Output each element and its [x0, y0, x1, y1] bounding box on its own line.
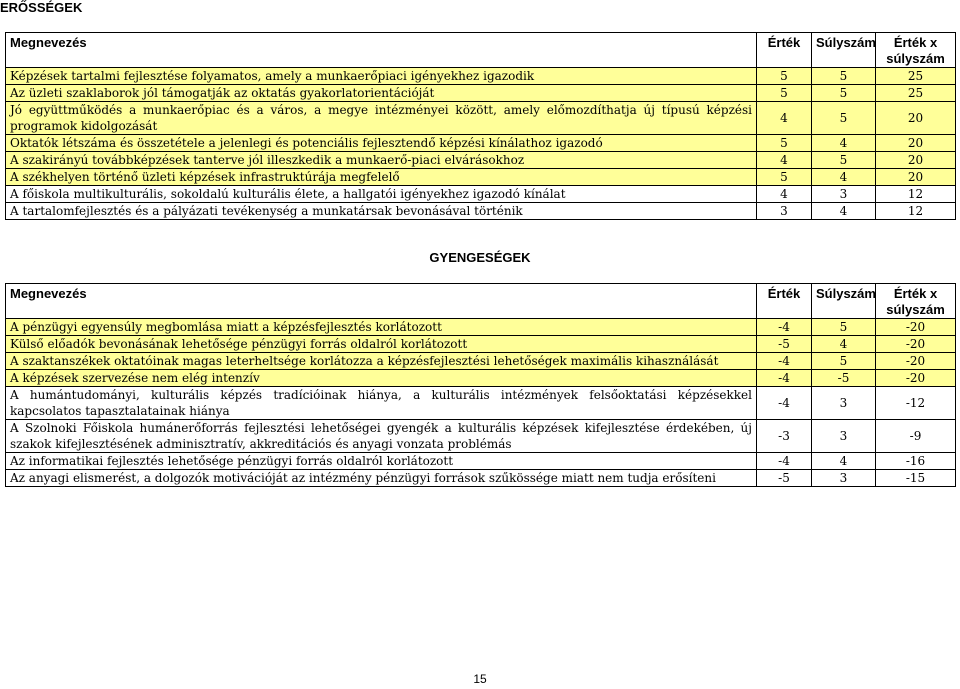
row-name-cell: Jó együttműködés a munkaerőpiac és a város, a megye intézményei között, amely előmozdíthatja új típusú képzési programok kidolgozását: [6, 102, 757, 135]
row-weight-cell: 5: [812, 102, 876, 135]
row-value-cell: 5: [757, 68, 812, 85]
weaknesses-title: GYENGESÉGEK: [429, 250, 531, 265]
row-product-cell: 25: [876, 68, 956, 85]
row-value-cell: -5: [757, 470, 812, 487]
row-name-cell: A tartalomfejlesztés és a pályázati tevékenység a munkatársak bevonásával történik: [6, 203, 757, 220]
table-row: [6, 336, 956, 353]
row-weight-cell: 5: [812, 353, 876, 370]
row-weight-cell: -5: [812, 370, 876, 387]
header-product: Érték x súlyszám: [876, 284, 956, 319]
row-weight-cell: 3: [812, 387, 876, 420]
row-product-cell: -20: [876, 336, 956, 353]
table-row: [6, 453, 956, 470]
row-product-cell: 20: [876, 135, 956, 152]
row-weight-cell: 5: [812, 319, 876, 336]
row-name-cell: Képzések tartalmi fejlesztése folyamatos, amely a munkaerőpiaci igényekhez igazodik: [6, 68, 757, 85]
header-value: Érték: [757, 33, 812, 68]
row-name-cell: Külső előadók bevonásának lehetősége pénzügyi forrás oldalról korlátozott: [6, 336, 757, 353]
strengths-title: ERŐSSÉGEK: [0, 0, 83, 15]
row-weight-cell: 3: [812, 186, 876, 203]
row-weight-cell: 4: [812, 336, 876, 353]
row-value-cell: -4: [757, 370, 812, 387]
row-name-cell: A főiskola multikulturális, sokoldalú kulturális élete, a hallgatói igényekhez igazodó kínálat: [6, 186, 757, 203]
row-product-cell: -9: [876, 420, 956, 453]
table-row: [6, 319, 956, 336]
row-name-cell: A székhelyen történő üzleti képzések infrastruktúrája megfelelő: [6, 169, 757, 186]
row-value-cell: -4: [757, 453, 812, 470]
row-product-cell: -20: [876, 353, 956, 370]
row-value-cell: 4: [757, 186, 812, 203]
header-product: Érték x súlyszám: [876, 33, 956, 68]
row-name-cell: Oktatók létszáma és összetétele a jelenlegi és potenciális fejlesztendő képzési kínálathoz igazodó: [6, 135, 757, 152]
table-row: [6, 353, 956, 370]
row-weight-cell: 4: [812, 169, 876, 186]
row-name-cell: Az informatikai fejlesztés lehetősége pénzügyi forrás oldalról korlátozott: [6, 453, 757, 470]
table-header-row: [6, 284, 956, 319]
row-name-cell: Az anyagi elismerést, a dolgozók motivációját az intézmény pénzügyi források szűkössége miatt nem tudja erősíteni: [6, 470, 757, 487]
row-weight-cell: 5: [812, 85, 876, 102]
table-row: [6, 370, 956, 387]
row-product-cell: -16: [876, 453, 956, 470]
row-product-cell: -20: [876, 370, 956, 387]
row-value-cell: -4: [757, 353, 812, 370]
header-name: Megnevezés: [6, 284, 757, 319]
row-weight-cell: 4: [812, 453, 876, 470]
row-weight-cell: 4: [812, 135, 876, 152]
table-row: [6, 470, 956, 487]
row-name-cell: A Szolnoki Főiskola humánerőforrás fejlesztési lehetőségei gyengék a kulturális képzések kifejlesztése érdekében, új szakok kifejlesztésének adminisztratív, akkreditációs és anyagi vonzata problémás: [6, 420, 757, 453]
row-name-cell: A humántudományi, kulturális képzés tradícióinak hiánya, a kulturális intézmények felsőoktatási képzésekkel kapcsolatos tapasztalatainak hiánya: [6, 387, 757, 420]
row-value-cell: 4: [757, 152, 812, 169]
table-row: [6, 186, 956, 203]
row-product-cell: 20: [876, 169, 956, 186]
header-weight: Súlyszám: [812, 284, 876, 319]
row-weight-cell: 5: [812, 152, 876, 169]
row-name-cell: A szakirányú továbbképzések tanterve jól illeszkedik a munkaerő-piaci elvárásokhoz: [6, 152, 757, 169]
weaknesses-table: [5, 283, 956, 487]
row-product-cell: -15: [876, 470, 956, 487]
table-row: [6, 420, 956, 453]
row-value-cell: 5: [757, 169, 812, 186]
row-product-cell: 25: [876, 85, 956, 102]
row-value-cell: 5: [757, 85, 812, 102]
row-value-cell: 4: [757, 102, 812, 135]
row-product-cell: -12: [876, 387, 956, 420]
row-name-cell: A szaktanszékek oktatóinak magas leterheltsége korlátozza a képzésfejlesztési lehetőségek maximális kihasználását: [6, 353, 757, 370]
header-name: Megnevezés: [6, 33, 757, 68]
strengths-table: [5, 32, 956, 220]
row-name-cell: A pénzügyi egyensúly megbomlása miatt a képzésfejlesztés korlátozott: [6, 319, 757, 336]
row-product-cell: 12: [876, 203, 956, 220]
table-row: [6, 152, 956, 169]
row-product-cell: 20: [876, 102, 956, 135]
table-row: [6, 68, 956, 85]
table-row: [6, 85, 956, 102]
row-product-cell: 12: [876, 186, 956, 203]
row-value-cell: -3: [757, 420, 812, 453]
row-name-cell: A képzések szervezése nem elég intenzív: [6, 370, 757, 387]
table-row: [6, 102, 956, 135]
page-number: 15: [473, 672, 487, 686]
row-weight-cell: 3: [812, 420, 876, 453]
row-value-cell: -4: [757, 319, 812, 336]
row-weight-cell: 5: [812, 68, 876, 85]
header-weight: Súlyszám: [812, 33, 876, 68]
table-row: [6, 169, 956, 186]
row-weight-cell: 4: [812, 203, 876, 220]
row-value-cell: 3: [757, 203, 812, 220]
table-row: [6, 387, 956, 420]
table-row: [6, 135, 956, 152]
row-value-cell: -4: [757, 387, 812, 420]
row-value-cell: 5: [757, 135, 812, 152]
row-product-cell: -20: [876, 319, 956, 336]
header-value: Érték: [757, 284, 812, 319]
row-value-cell: -5: [757, 336, 812, 353]
table-header-row: [6, 33, 956, 68]
row-weight-cell: 3: [812, 470, 876, 487]
row-name-cell: Az üzleti szaklaborok jól támogatják az oktatás gyakorlatorientációját: [6, 85, 757, 102]
table-row: [6, 203, 956, 220]
row-product-cell: 20: [876, 152, 956, 169]
